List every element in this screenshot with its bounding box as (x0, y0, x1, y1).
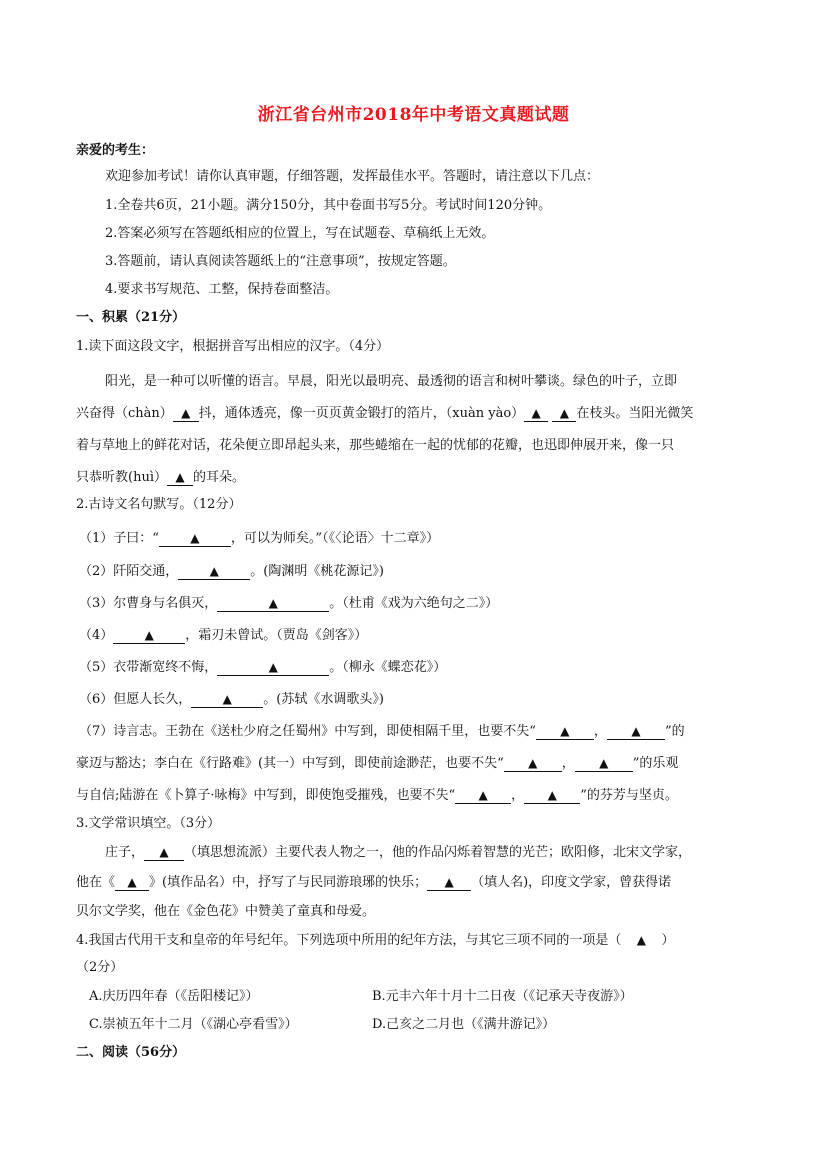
note-1: 1.全卷共6页，21小题。满分150分，其中卷面书写5分。考试时间120分钟。 (105, 198, 552, 213)
q2-item-7-line: 与自信;陆游在《卜算子·咏梅》中写到，即使饱受摧残，也要不失“ ▲ ， ▲ ”的芬芳与坚贞。 (76, 788, 678, 803)
q2-item-4: （4） ▲ ，霜刃未曾试。（贾岛《剑客》） (79, 628, 368, 643)
answer-blank[interactable]: ▲ (524, 788, 580, 804)
answer-blank[interactable]: ▲ (536, 724, 594, 740)
answer-blank[interactable]: ▲ (173, 406, 199, 422)
q4-option-c[interactable]: C.崇祯五年十二月（《湖心亭看雪》） (89, 1017, 298, 1032)
q1-passage-line: 兴奋得（chàn） ▲ 抖，通体透亮，像一页页黄金锻打的箔片，（xuàn yào） ▲ ▲ 在枝头。当阳光微笑 (76, 406, 694, 421)
q3-line: 他在《 ▲ 》(填作品名）中，抒写了与民同游琅琊的快乐； ▲ （填人名)，印度文学家，曾获得诺 (76, 875, 672, 890)
q1-stem: 1.读下面这段文字，根据拼音写出相应的汉字。（4分） (76, 339, 390, 354)
q2-item-7: （7）诗言志。王勃在《送杜少府之任蜀州》中写到，即使相隔千里，也要不失“ ▲ ， ▲ ”的 (79, 724, 685, 739)
q2-item-1: （1）子曰：“ ▲ ，可以为师矣。”（《〈论语〉十二章》） (79, 531, 440, 546)
answer-blank[interactable]: ▲ (217, 596, 329, 612)
q4-option-b[interactable]: B.元丰六年十月十二日夜（《记承天寺夜游》） (372, 989, 633, 1004)
q1-passage-line: 阳光，是一种可以听懂的语言。早晨，阳光以最明亮、最透彻的语言和树叶攀谈。绿色的叶子，立即 (105, 374, 678, 389)
answer-slot[interactable]: ▲ (636, 933, 647, 947)
q2-item-7-line: 豪迈与豁达；李白在《行路难》(其一）中写到，即使前途渺茫，也要不失“ ▲ ， ▲ ”的乐观 (76, 756, 679, 771)
q1-passage-line: 只恭听教(huì） ▲ 的耳朵。 (76, 470, 245, 485)
answer-blank[interactable]: ▲ (167, 470, 193, 486)
section-1-heading: 一、积累（21分） (76, 310, 186, 325)
answer-blank[interactable]: ▲ (575, 756, 633, 772)
q2-item-2: （2）阡陌交通， ▲ 。(陶渊明《桃花源记》) (79, 564, 384, 579)
answer-blank[interactable]: ▲ (159, 531, 231, 547)
q2-item-3: （3）尔曹身与名俱灭， ▲ 。（杜甫《戏为六绝句之二》） (79, 596, 499, 611)
greeting: 亲爱的考生： (76, 143, 155, 158)
q3-line: 庄子， ▲ （填思想流派）主要代表人物之一，他的作品闪烁着智慧的光芒；欧阳修，北宋文学家， (105, 845, 692, 860)
q2-item-5: （5）衣带渐宽终不悔， ▲ 。（柳永《蝶恋花》） (79, 660, 447, 675)
page-title: 浙江省台州市2018年中考语文真题试题 (257, 105, 570, 125)
answer-blank[interactable]: ▲ (178, 564, 250, 580)
answer-blank[interactable]: ▲ (144, 845, 184, 861)
section-2-heading: 二、阅读（56分） (76, 1045, 186, 1060)
note-2: 2.答案必须写在答题纸相应的位置上，写在试题卷、草稿纸上无效。 (105, 226, 495, 241)
answer-blank[interactable]: ▲ (113, 628, 185, 644)
q3-line: 贝尔文学奖，他在《金色花》中赞美了童真和母爱。 (76, 904, 376, 919)
q4-score: （2分） (76, 960, 124, 975)
q4-option-a[interactable]: A.庆历四年春（《岳阳楼记》） (89, 989, 259, 1004)
q2-stem: 2.古诗文名句默写。（12分） (76, 497, 242, 512)
q2-item-6: （6）但愿人长久， ▲ 。(苏轼《水调歌头》) (79, 692, 384, 707)
answer-blank[interactable]: ▲ (524, 406, 548, 422)
answer-blank[interactable]: ▲ (455, 788, 511, 804)
q4-stem: 4.我国古代用干支和皇帝的年号纪年。下列选项中所用的纪年方法，与其它三项不同的一项是（ ▲ ） (76, 933, 675, 948)
answer-blank[interactable]: ▲ (115, 875, 149, 891)
answer-blank[interactable]: ▲ (427, 875, 471, 891)
answer-blank[interactable]: ▲ (607, 724, 665, 740)
answer-blank[interactable]: ▲ (217, 660, 329, 676)
note-4: 4.要求书写规范、工整，保持卷面整洁。 (105, 282, 339, 297)
q3-stem: 3.文学常识填空。（3分） (76, 816, 221, 831)
note-3: 3.答题前，请认真阅读答题纸上的“注意事项”，按规定答题。 (105, 254, 456, 269)
q1-passage-line: 着与草地上的鲜花对话，花朵便立即昂起头来，那些蜷缩在一起的忧郁的花瓣，也迅即伸展开来，像一只 (76, 438, 675, 453)
answer-blank[interactable]: ▲ (504, 756, 562, 772)
q4-option-d[interactable]: D.己亥之二月也（《满井游记》） (372, 1017, 556, 1032)
intro-text: 欢迎参加考试！请你认真审题，仔细答题，发挥最佳水平。答题时，请注意以下几点： (105, 169, 600, 184)
answer-blank[interactable]: ▲ (191, 692, 263, 708)
answer-blank[interactable]: ▲ (552, 406, 576, 422)
